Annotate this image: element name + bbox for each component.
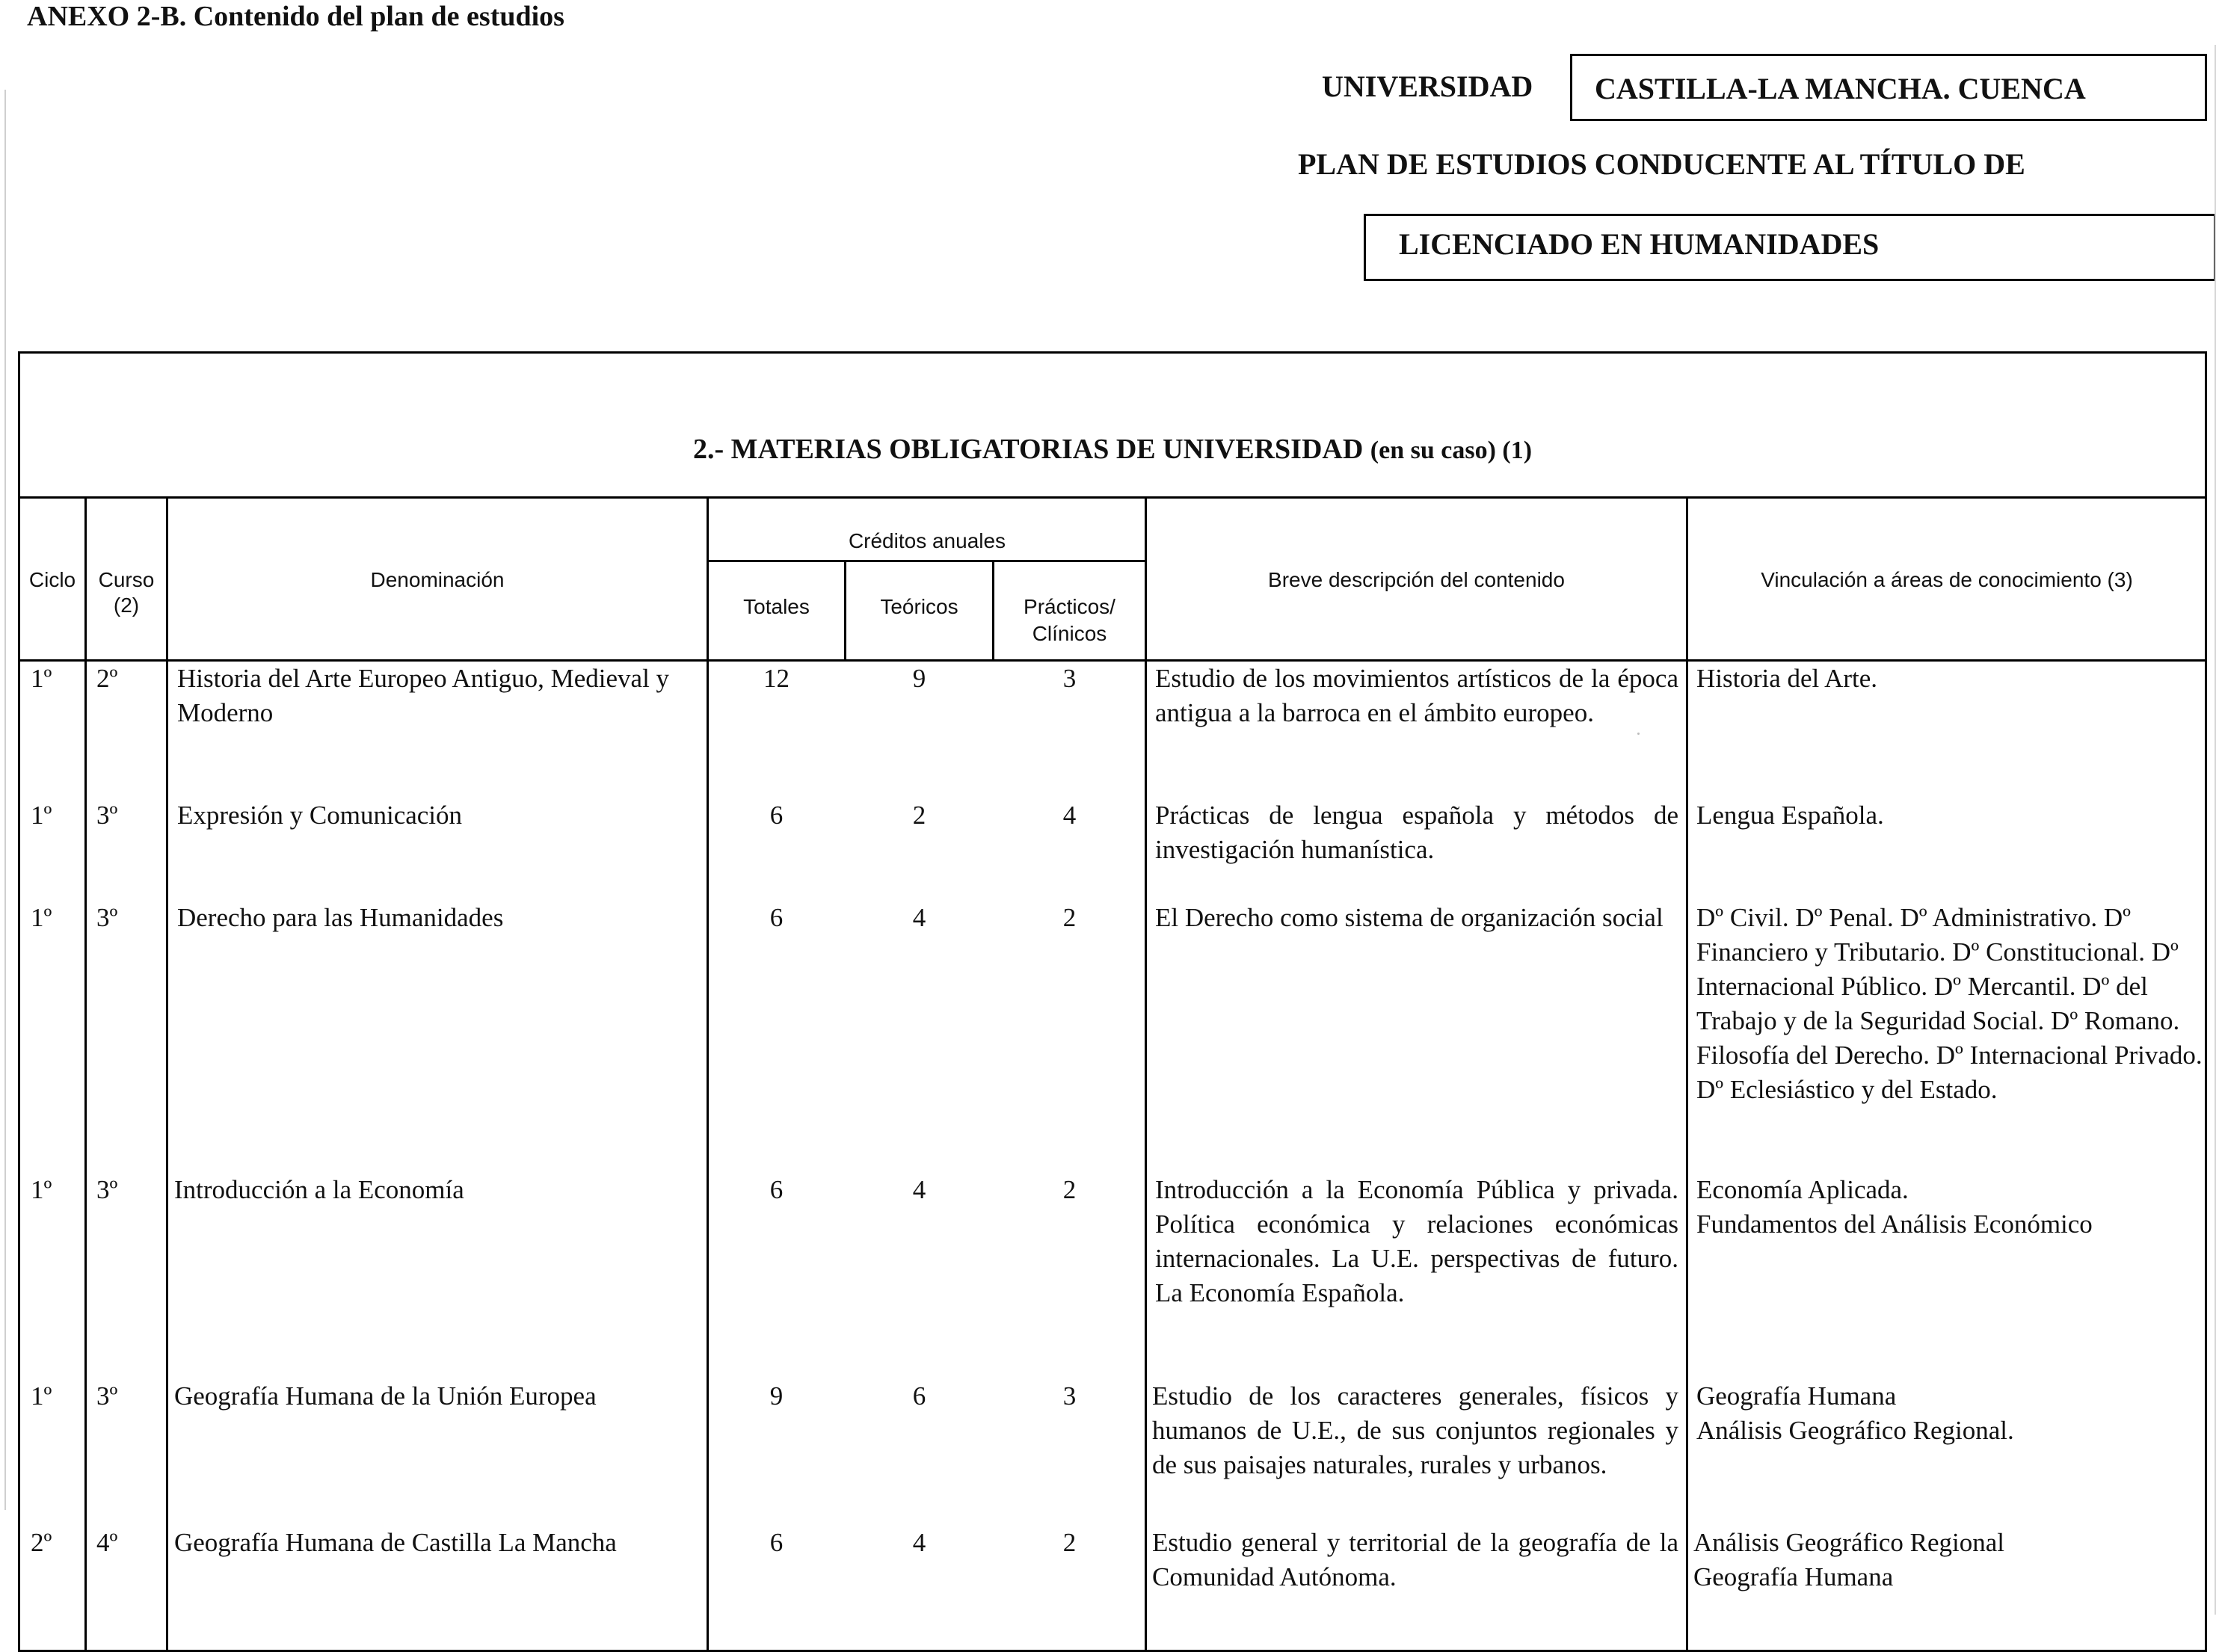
cell-practicos: 3 <box>1062 1381 1077 1411</box>
section-title-suffix: (en su caso) (1) <box>1370 437 1533 464</box>
cell-curso: 3º <box>96 801 118 830</box>
cell-vinculacion-line2: Fundamentos del Análisis Económico <box>1696 1209 2093 1239</box>
cell-ciclo: 1º <box>31 903 52 932</box>
section-title-text: 2.- MATERIAS OBLIGATORIAS DE UNIVERSIDAD <box>692 434 1364 465</box>
plan-label: PLAN DE ESTUDIOS CONDUCENTE AL TÍTULO DE <box>1298 147 2025 181</box>
annex-title: ANEXO 2-B. Contenido del plan de estudios <box>27 1 564 32</box>
cell-totales: 12 <box>763 664 790 693</box>
header-creditos: Créditos anuales <box>848 529 1006 552</box>
university-label: UNIVERSIDAD <box>1322 70 1533 103</box>
cell-vinculacion-line2: Geografía Humana <box>1693 1562 1894 1591</box>
cell-denominacion: Expresión y Comunicación <box>177 801 463 830</box>
header-vinculacion: Vinculación a áreas de conocimiento (3) <box>1761 568 2133 591</box>
col-divider <box>166 499 168 1650</box>
cell-teoricos: 4 <box>912 1175 926 1204</box>
cell-curso: 3º <box>96 903 118 932</box>
degree-title-box <box>1364 214 2216 281</box>
col-divider <box>84 499 87 1650</box>
header-denominacion: Denominación <box>370 568 505 591</box>
cell-totales: 9 <box>769 1381 784 1411</box>
cell-descripcion: Introducción a la Economía Pública y privada. Política económica y relaciones económicas internacionales. La U.E. perspectivas de futuro. La Economía Española. <box>1155 1175 1678 1307</box>
section-title <box>20 354 2205 499</box>
cell-practicos: 3 <box>1062 664 1077 693</box>
cell-vinculacion: Dº Civil. Dº Penal. Dº Administrativo. Dº Financiero y Tributario. Dº Constitucional. Dº Internacional Público. Dº Mercantil. Dº del Trabajo y de la Seguridad Social. Dº Romano. Filosofía del Derecho. Dº Internacional Privado. Dº Eclesiástico y del Estado. <box>1696 903 2203 1104</box>
cell-descripcion: Prácticas de lengua española y métodos de investigación humanística. <box>1155 801 1678 864</box>
row-divider <box>707 560 1146 562</box>
cell-vinculacion: Análisis Geográfico Regional <box>1693 1528 2005 1557</box>
cell-totales: 6 <box>769 1175 784 1204</box>
cell-vinculacion: Historia del Arte. <box>1696 664 1878 693</box>
header-clinicos: Clínicos <box>1032 622 1107 645</box>
header-curso: Curso <box>98 568 155 591</box>
cell-totales: 6 <box>769 1528 784 1557</box>
cell-practicos: 2 <box>1062 1175 1077 1204</box>
subjects-table <box>18 351 2207 1652</box>
cell-vinculacion-line2: Análisis Geográfico Regional. <box>1696 1416 2014 1445</box>
cell-totales: 6 <box>769 801 784 830</box>
cell-curso: 3º <box>96 1175 118 1204</box>
col-divider <box>1145 499 1147 1650</box>
cell-practicos: 2 <box>1062 1528 1077 1557</box>
cell-curso: 4º <box>96 1528 118 1557</box>
cell-ciclo: 1º <box>31 1175 52 1204</box>
cell-denominacion: Geografía Humana de Castilla La Mancha <box>174 1528 617 1557</box>
col-divider <box>1686 499 1688 1650</box>
scan-edge-right <box>2215 45 2216 1615</box>
cell-vinculacion: Geografía Humana <box>1696 1381 1897 1411</box>
cell-curso: 3º <box>96 1381 118 1411</box>
cell-descripcion: Estudio general y territorial de la geografía de la Comunidad Autónoma. <box>1152 1528 1678 1591</box>
university-name-box <box>1570 54 2207 121</box>
cell-descripcion: El Derecho como sistema de organización social <box>1155 903 1664 932</box>
cell-teoricos: 9 <box>912 664 926 693</box>
cell-vinculacion: Economía Aplicada. <box>1696 1175 1909 1204</box>
cell-teoricos: 6 <box>912 1381 926 1411</box>
header-totales: Totales <box>743 595 810 618</box>
cell-ciclo: 1º <box>31 664 52 693</box>
cell-ciclo: 1º <box>31 801 52 830</box>
cell-practicos: 4 <box>1062 801 1077 830</box>
header-curso-note: (2) <box>113 594 140 617</box>
cell-denominacion: Derecho para las Humanidades <box>177 903 504 932</box>
cell-teoricos: 2 <box>912 801 926 830</box>
cell-denominacion: Geografía Humana de la Unión Europea <box>174 1381 597 1411</box>
scan-edge-left <box>4 90 6 1510</box>
cell-descripcion: Estudio de los movimientos artísticos de la época antigua a la barroca en el ámbito europeo. <box>1155 664 1678 727</box>
cell-denominacion: Historia del Arte Europeo Antiguo, Medieval y Moderno <box>177 664 670 727</box>
header-practicos: Prácticos/ <box>1024 595 1115 618</box>
cell-ciclo: 1º <box>31 1381 52 1411</box>
header-descripcion: Breve descripción del contenido <box>1268 568 1565 591</box>
cell-vinculacion: Lengua Española. <box>1696 801 1884 830</box>
cell-practicos: 2 <box>1062 903 1077 932</box>
cell-totales: 6 <box>769 903 784 932</box>
degree-title: LICENCIADO EN HUMANIDADES <box>1399 227 1880 261</box>
header-ciclo: Ciclo <box>28 568 76 591</box>
header-teoricos: Teóricos <box>880 595 958 618</box>
university-name: CASTILLA-LA MANCHA. CUENCA <box>1595 72 2086 105</box>
cell-ciclo: 2º <box>31 1528 52 1557</box>
cell-teoricos: 4 <box>912 903 926 932</box>
cell-teoricos: 4 <box>912 1528 926 1557</box>
cell-curso: 2º <box>96 664 118 693</box>
cell-denominacion: Introducción a la Economía <box>174 1175 464 1204</box>
cell-descripcion: Estudio de los caracteres generales, físicos y humanos de U.E., de sus conjuntos regionales y de sus paisajes naturales, rurales y urbanos. <box>1152 1381 1678 1479</box>
